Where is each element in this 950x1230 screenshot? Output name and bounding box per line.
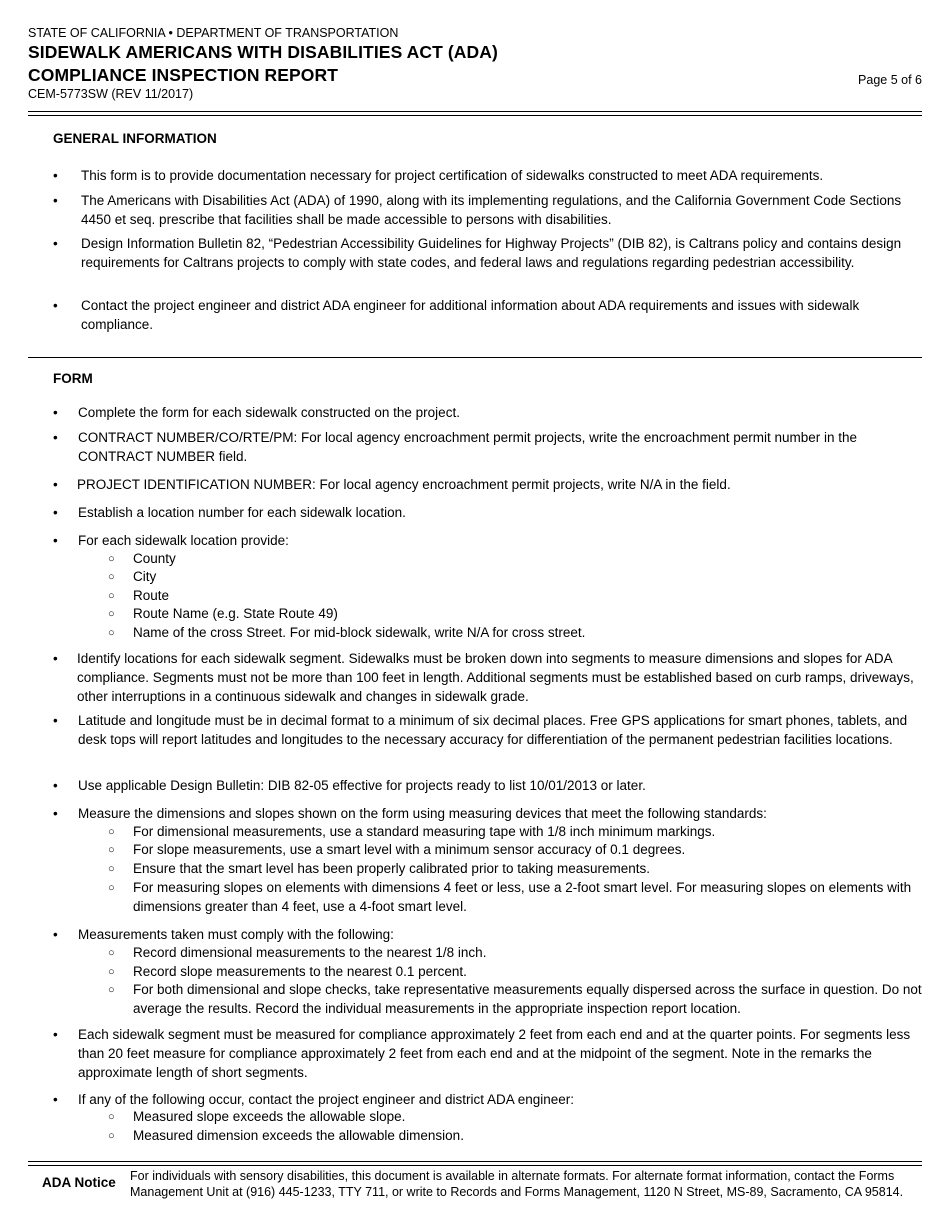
ada-notice-label: ADA Notice bbox=[42, 1175, 116, 1190]
footer-divider-bottom bbox=[28, 1165, 922, 1166]
circle-bullet: ○ bbox=[108, 826, 115, 838]
bullet-dot: • bbox=[53, 533, 58, 548]
circle-bullet: ○ bbox=[108, 844, 115, 856]
form-bullet-text: Use applicable Design Bulletin: DIB 82-05 effective for projects ready to list 10/01/2013 or later. bbox=[78, 778, 646, 793]
bullet-dot: • bbox=[53, 806, 58, 821]
form-bullet-text: PROJECT IDENTIFICATION NUMBER: For local agency encroachment permit projects, write N/A in the field. bbox=[77, 477, 731, 492]
form-bullet-text: For each sidewalk location provide: bbox=[78, 533, 289, 548]
form-bullet-text: Measure the dimensions and slopes shown on the form using measuring devices that meet the following standards: bbox=[78, 806, 767, 821]
bullet-dot: • bbox=[53, 651, 58, 666]
report-title-line-1: SIDEWALK AMERICANS WITH DISABILITIES ACT (ADA) bbox=[28, 42, 498, 62]
circle-bullet: ○ bbox=[108, 863, 115, 875]
bullet-dot: • bbox=[53, 168, 58, 183]
header-divider-bottom bbox=[28, 115, 922, 116]
bullet-dot: • bbox=[53, 477, 58, 492]
bullet-dot: • bbox=[53, 236, 58, 251]
bullet-dot: • bbox=[53, 298, 58, 313]
header-divider-top bbox=[28, 111, 922, 112]
bullet-dot: • bbox=[53, 778, 58, 793]
form-bullet-text: Complete the form for each sidewalk constructed on the project. bbox=[78, 405, 460, 420]
sub-item-text: Record slope measurements to the nearest 0.1 percent. bbox=[133, 964, 467, 979]
bullet-dot: • bbox=[53, 193, 58, 208]
form-bullet-text: Establish a location number for each sidewalk location. bbox=[78, 505, 406, 520]
sub-item-text: For measuring slopes on elements with dimensions 4 feet or less, use a 2-foot smart level. For measuring slopes on elements with dimensions greater than 4 feet, use a 4-foot smart level. bbox=[133, 880, 912, 914]
bullet-dot: • bbox=[53, 713, 58, 728]
circle-bullet: ○ bbox=[108, 590, 115, 602]
bullet-dot: • bbox=[53, 405, 58, 420]
general-information-heading: GENERAL INFORMATION bbox=[53, 131, 217, 146]
sub-item-text: Record dimensional measurements to the nearest 1/8 inch. bbox=[133, 945, 487, 960]
page-number: Page 5 of 6 bbox=[858, 73, 922, 87]
bullet-dot: • bbox=[53, 505, 58, 520]
circle-bullet: ○ bbox=[108, 984, 115, 996]
ada-notice-text: For individuals with sensory disabilities, this document is available in alternate formats. For alternate format information, contact the Forms Management Unit at (916) 445-1233, TTY 711, or write to Records and Forms Management, 1120 N Street, MS-89, Sacramento, CA 95814. bbox=[130, 1169, 904, 1199]
sub-item-text: Measured slope exceeds the allowable slope. bbox=[133, 1109, 406, 1124]
form-bullet-text: Measurements taken must comply with the following: bbox=[78, 927, 394, 942]
form-number: CEM-5773SW (REV 11/2017) bbox=[28, 87, 194, 101]
bullet-dot: • bbox=[53, 1092, 58, 1107]
bullet-dot: • bbox=[53, 430, 58, 445]
sub-item-text: For dimensional measurements, use a standard measuring tape with 1/8 inch minimum markings. bbox=[133, 824, 716, 839]
report-title-line-2: COMPLIANCE INSPECTION REPORT bbox=[28, 65, 339, 85]
footer-divider-top bbox=[28, 1161, 922, 1162]
sub-item-text: Route bbox=[133, 588, 170, 603]
circle-bullet: ○ bbox=[108, 1111, 115, 1123]
form-bullet-text: If any of the following occur, contact the project engineer and district ADA engineer: bbox=[78, 1092, 575, 1107]
circle-bullet: ○ bbox=[108, 947, 115, 959]
circle-bullet: ○ bbox=[108, 571, 115, 583]
general-bullet-text: Contact the project engineer and district ADA engineer for additional information about ADA requirements and issues with sidewalk compliance. bbox=[81, 298, 860, 332]
sub-item-text: Measured dimension exceeds the allowable dimension. bbox=[133, 1128, 464, 1143]
circle-bullet: ○ bbox=[108, 553, 115, 565]
sub-item-text: City bbox=[133, 569, 157, 584]
sub-item-text: For slope measurements, use a smart level with a minimum sensor accuracy of 0.1 degrees. bbox=[133, 842, 686, 857]
form-heading: FORM bbox=[53, 371, 93, 386]
circle-bullet: ○ bbox=[108, 608, 115, 620]
bullet-dot: • bbox=[53, 927, 58, 942]
form-bullet-text: Identify locations for each sidewalk segment. Sidewalks must be broken down into segments to measure dimensions and slopes for ADA compliance. Segments must not be more than 100 feet in length. Additional segments must be established based on curb ramps, driveways, other interruptions in a continuous sidewalk and changes in sidewalk grade. bbox=[77, 651, 914, 704]
general-bullet-text: This form is to provide documentation necessary for project certification of sidewalks constructed to meet ADA requirements. bbox=[81, 168, 824, 183]
sub-item-text: Ensure that the smart level has been properly calibrated prior to taking measurements. bbox=[133, 861, 651, 876]
sub-item-text: County bbox=[133, 551, 176, 566]
sub-item-text: Route Name (e.g. State Route 49) bbox=[133, 606, 338, 621]
form-bullet-text: Each sidewalk segment must be measured for compliance approximately 2 feet from each end and at the quarter points. For segments less than 20 feet measure for compliance approximately 2 feet from each end and at the midpoint of the segment. Note in the remarks the approximate length of short segments. bbox=[78, 1027, 911, 1080]
section-divider bbox=[28, 357, 922, 358]
agency-line: STATE OF CALIFORNIA • DEPARTMENT OF TRANSPORTATION bbox=[28, 26, 399, 40]
circle-bullet: ○ bbox=[108, 627, 115, 639]
circle-bullet: ○ bbox=[108, 882, 115, 894]
form-bullet-text: CONTRACT NUMBER/CO/RTE/PM: For local agency encroachment permit projects, write the encroachment permit number in the CONTRACT NUMBER field. bbox=[78, 430, 858, 464]
circle-bullet: ○ bbox=[108, 1130, 115, 1142]
circle-bullet: ○ bbox=[108, 966, 115, 978]
bullet-dot: • bbox=[53, 1027, 58, 1042]
sub-item-text: For both dimensional and slope checks, take representative measurements equally dispersed across the surface in question. Do not average the results. Record the individual measurements in the appropriate inspection report location. bbox=[133, 982, 922, 1016]
general-bullet-text: Design Information Bulletin 82, “Pedestrian Accessibility Guidelines for Highway Projects” (DIB 82), is Caltrans policy and contains design requirements for Caltrans projects to comply with state codes, and federal laws and regulations regarding pedestrian accessibility. bbox=[81, 236, 902, 270]
sub-item-text: Name of the cross Street. For mid-block sidewalk, write N/A for cross street. bbox=[133, 625, 586, 640]
form-bullet-text: Latitude and longitude must be in decimal format to a minimum of six decimal places. Free GPS applications for smart phones, tablets, and desk tops will report latitudes and longitudes to the necessary accuracy for differentiation of the permanent pedestrian facilities locations. bbox=[78, 713, 908, 747]
general-bullet-text: The Americans with Disabilities Act (ADA) of 1990, along with its implementing regulations, and the California Government Code Sections 4450 et seq. prescribe that facilities shall be made accessible to persons with disabilities. bbox=[81, 193, 902, 227]
